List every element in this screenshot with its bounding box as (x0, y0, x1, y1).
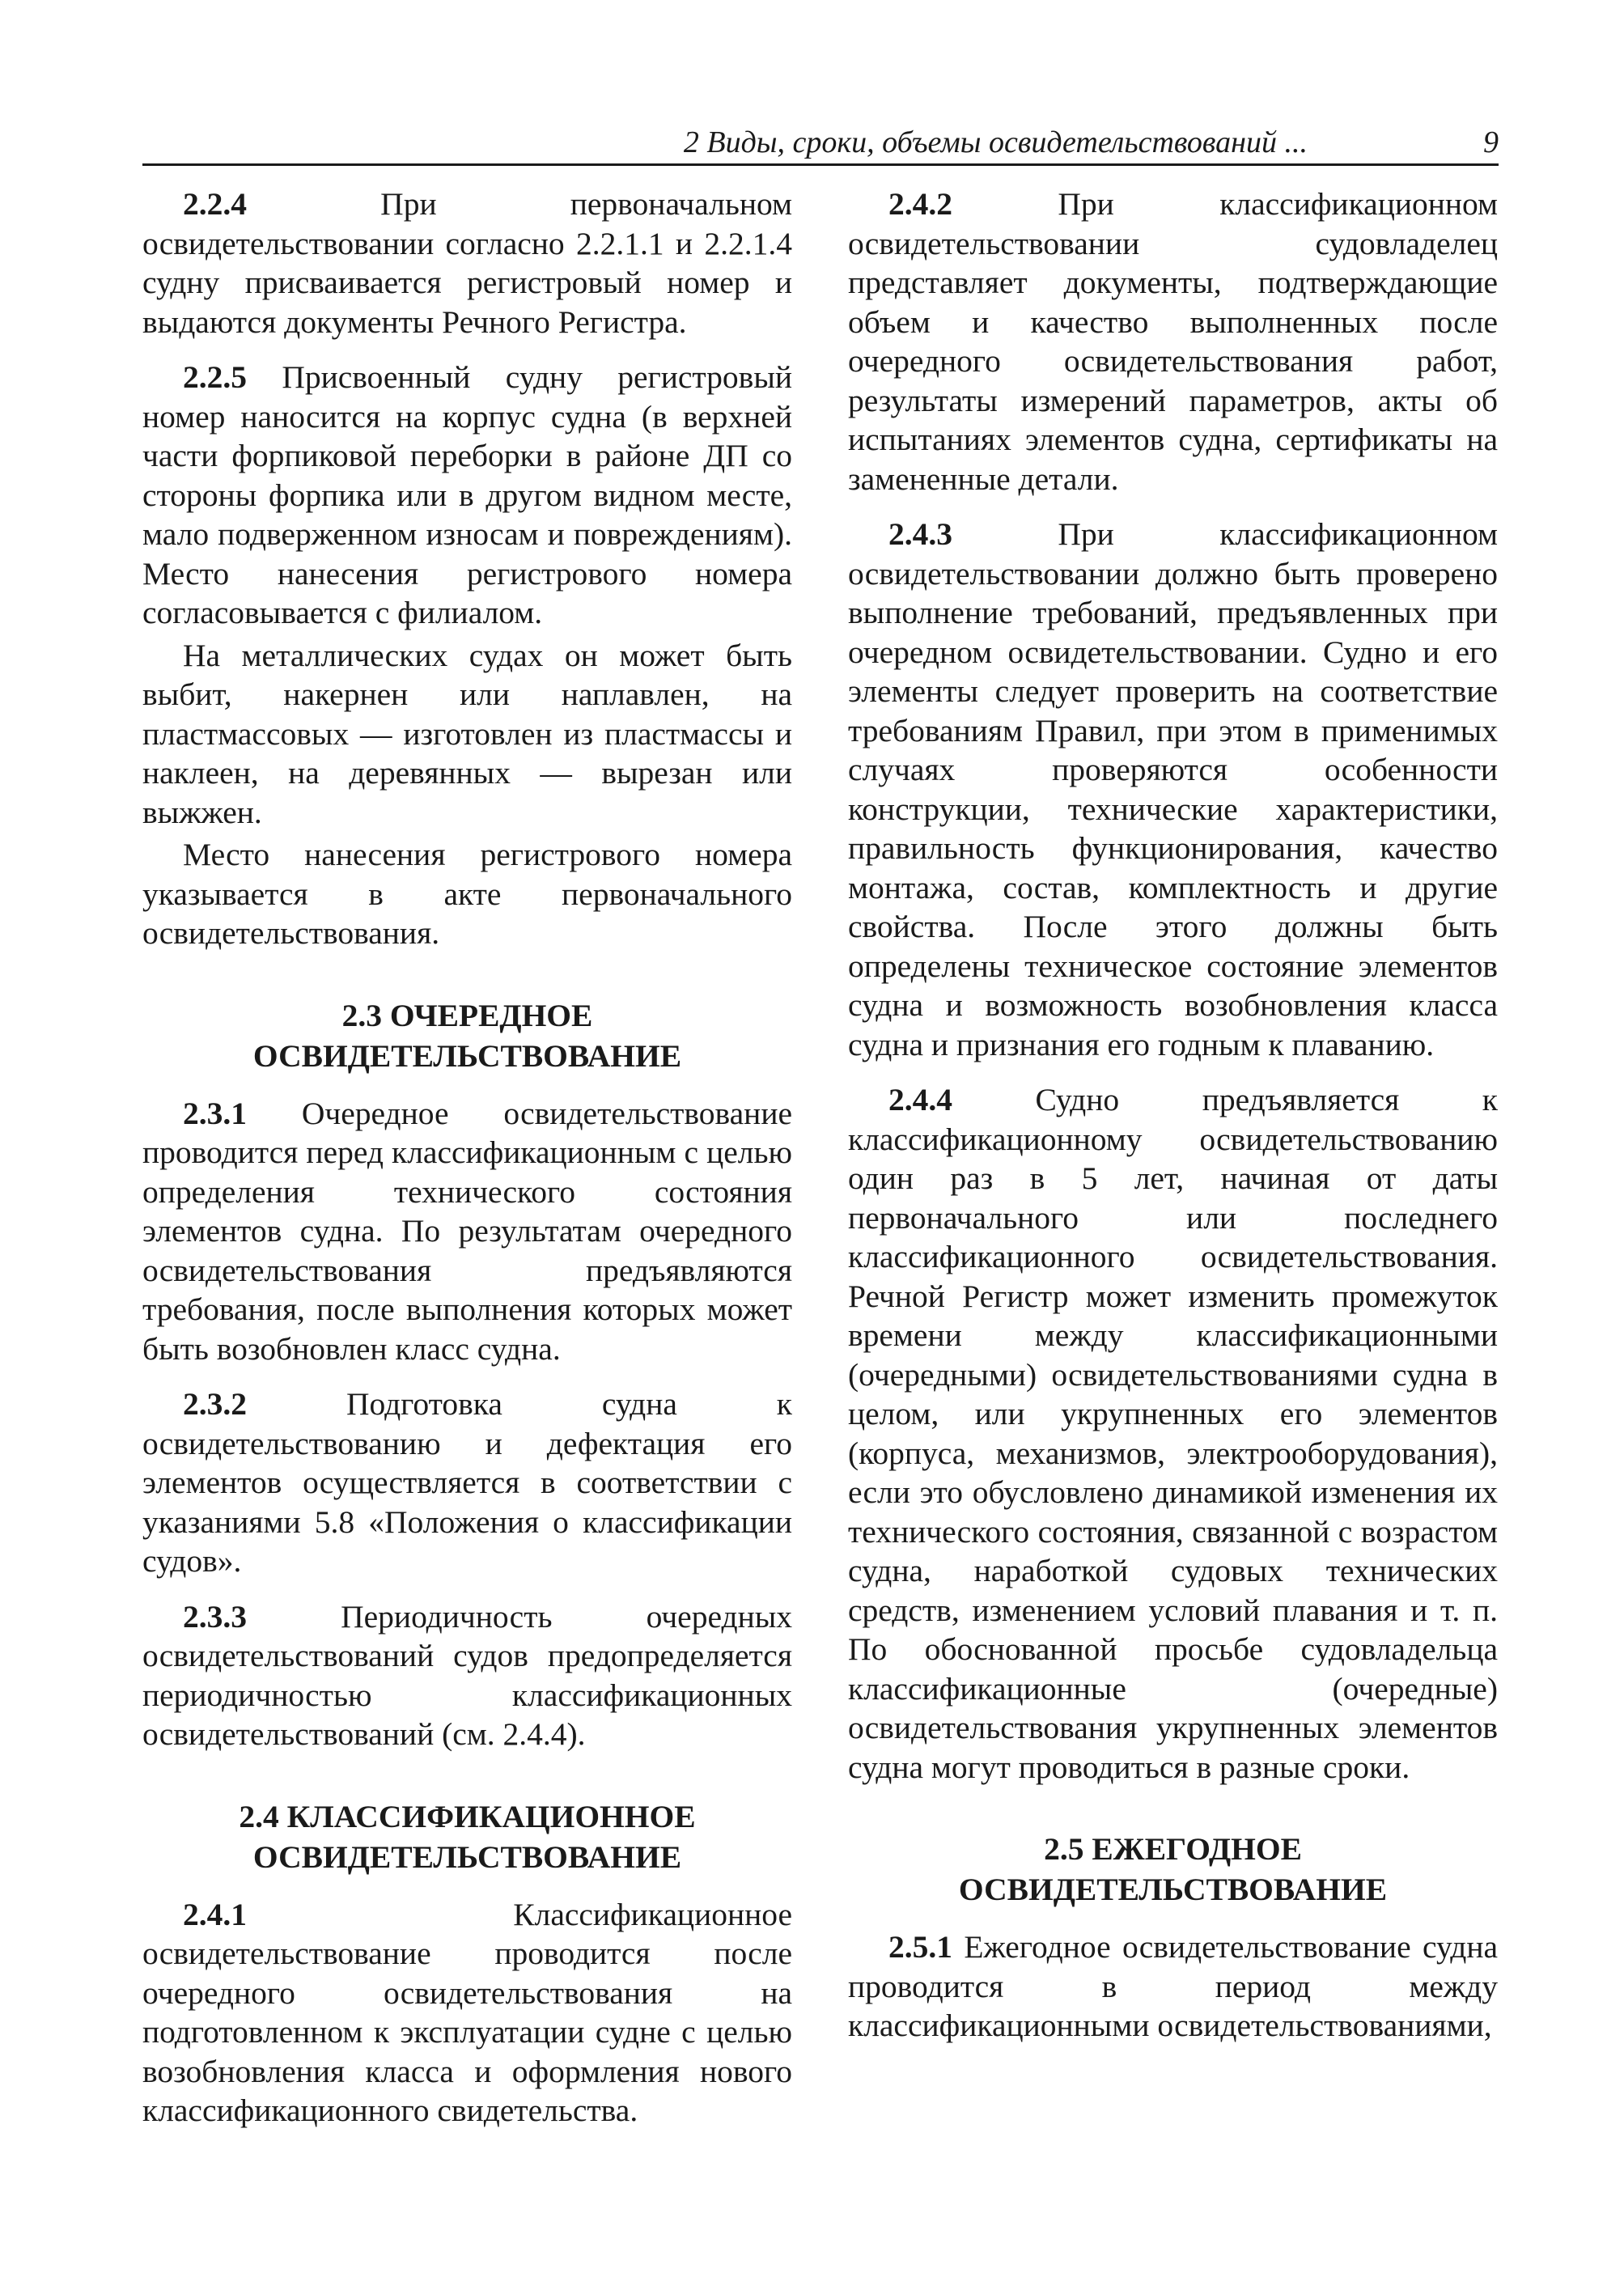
clause-number: 2.3.1 (183, 1095, 247, 1131)
clause-number: 2.4.1 (183, 1896, 247, 1932)
paragraph-2-4-3 (848, 515, 1498, 1064)
clause-number: 2.2.5 (183, 359, 247, 395)
paragraph-2-4-4 (848, 1080, 1498, 1787)
clause-text: При первоначальном освидетельствовании согласно 2.2.1.1 и 2.2.1.4 судну присваивается регистровый номер и выдаются документы Речного Регистра. (142, 186, 792, 340)
paragraph-2-2-4 (142, 184, 792, 341)
paragraph-2-2-5-place: Место нанесения регистрового номера указывается в акте первоначального освидетельствования. (142, 837, 792, 951)
clause-number: 2.3.2 (183, 1386, 247, 1422)
section-heading-2-3 (142, 995, 792, 1076)
clause-text: При классификационном освидетельствовании судовладелец представляет документы, подтверждающие объем и качество выполненных после очередного освидетельствования работ, результаты измерений параметров, акты об испытаниях элементов судна, сертификаты на замененные детали. (848, 186, 1498, 497)
heading-line: 2.3 ОЧЕРЕДНОЕ (341, 997, 593, 1033)
running-header-title: 2 Виды, сроки, объемы освидетельствований ... (683, 125, 1308, 159)
heading-line: 2.4 КЛАССИФИКАЦИОННОЕ (239, 1798, 696, 1834)
paragraph-2-3-3 (142, 1597, 792, 1754)
clause-text: Очередное освидетельствование проводится перед классификационным с целью определения технического состояния элементов судна. По результатам очередного освидетельствования предъявляются требования, после выполнения которых может быть возобновлен класс судна. (142, 1095, 792, 1367)
clause-number: 2.4.4 (888, 1082, 952, 1117)
clause-text: Судно предъявляется к классификационному освидетельствованию один раз в 5 лет, начиная от даты первоначального или последнего классификационного освидетельствования. Речной Регистр может изменить промежуток времени между классификационными (очередными) освидетельствованиями судна в целом, или укрупненных его элементов (корпуса, механизмов, электрооборудования), если это обусловлено динамикой изменения их технического состояния, связанной с возрастом судна, наработкой судовых технических средств, изменением условий плавания и т. п. По обоснованной просьбе судовладельца классификационные (очередные) освидетельствования укрупненных элементов судна могут проводиться в разные сроки. (848, 1082, 1498, 1785)
page-number: 9 (1483, 125, 1499, 159)
paragraph-2-3-1 (142, 1094, 792, 1369)
paragraph-2-5-1 (848, 1927, 1498, 2046)
clause-text: Периодичность очередных освидетельствований судов предопределяется периодичностью классификационных освидетельствований (см. 2.4.4). (142, 1598, 792, 1752)
heading-line: ОСВИДЕТЕЛЬСТВОВАНИЕ (252, 1037, 682, 1074)
clause-number: 2.2.4 (183, 186, 247, 222)
paragraph-2-2-5-metal: На металлических судах он может быть выбит, накернен или наплавлен, на пластмассовых — изготовлен из пластмассы и наклеен, на деревянных — вырезан или выжжен. (142, 637, 792, 830)
paragraph-2-4-1 (142, 1895, 792, 2131)
section-heading-2-5 (848, 1829, 1498, 1910)
heading-line: ОСВИДЕТЕЛЬСТВОВАНИЕ (958, 1872, 1388, 1907)
running-header (142, 118, 1499, 166)
left-column (142, 184, 792, 2147)
clause-number: 2.3.3 (183, 1598, 247, 1635)
clause-text: При классификационном освидетельствовании должно быть проверено выполнение требований, предъявленных при очередном освидетельствовании. Судно и его элементы следует проверить на соответствие требованиям Правил, при этом в применимых случаях проверяются особенности конструкции, технические характеристики, правильность функционирования, качество монтажа, состав, комплектность и другие свойства. После этого должны быть определены техническое состояние элементов судна и возможность возобновления класса судна и признания его годным к плаванию. (848, 516, 1498, 1062)
clause-text: Ежегодное освидетельствование судна проводится в период между классификационными освидетельствованиями, (848, 1929, 1499, 2043)
clause-text: Подготовка судна к освидетельствованию и дефектация его элементов осуществляется в соответствии с указаниями 5.8 «Положения о классификации судов». (142, 1386, 792, 1579)
paragraph-2-3-2 (142, 1384, 792, 1581)
paragraph-2-2-5 (142, 358, 792, 633)
heading-line: 2.5 ЕЖЕГОДНОЕ (1044, 1831, 1302, 1867)
section-heading-2-4 (142, 1796, 792, 1877)
right-column (848, 184, 1498, 2062)
clause-text: Присвоенный судну регистровый номер наносится на корпус судна (в верхней части форпиковой переборки в районе ДП со стороны форпика или в другом видном месте, мало подверженном износам и повреждениям). Место нанесения регистрового номера согласовывается с филиалом. (142, 359, 792, 630)
paragraph-2-4-2 (848, 184, 1498, 498)
clause-text: Классификационное освидетельствование проводится после очередного освидетельствования на подготовленном к эксплуатации судне с целью возобновления класса и оформления нового классификационного свидетельства. (142, 1896, 792, 2128)
heading-line: ОСВИДЕТЕЛЬСТВОВАНИЕ (252, 1838, 682, 1875)
clause-number: 2.5.1 (888, 1929, 952, 1965)
clause-number: 2.4.2 (888, 186, 952, 222)
clause-number: 2.4.3 (888, 516, 952, 552)
